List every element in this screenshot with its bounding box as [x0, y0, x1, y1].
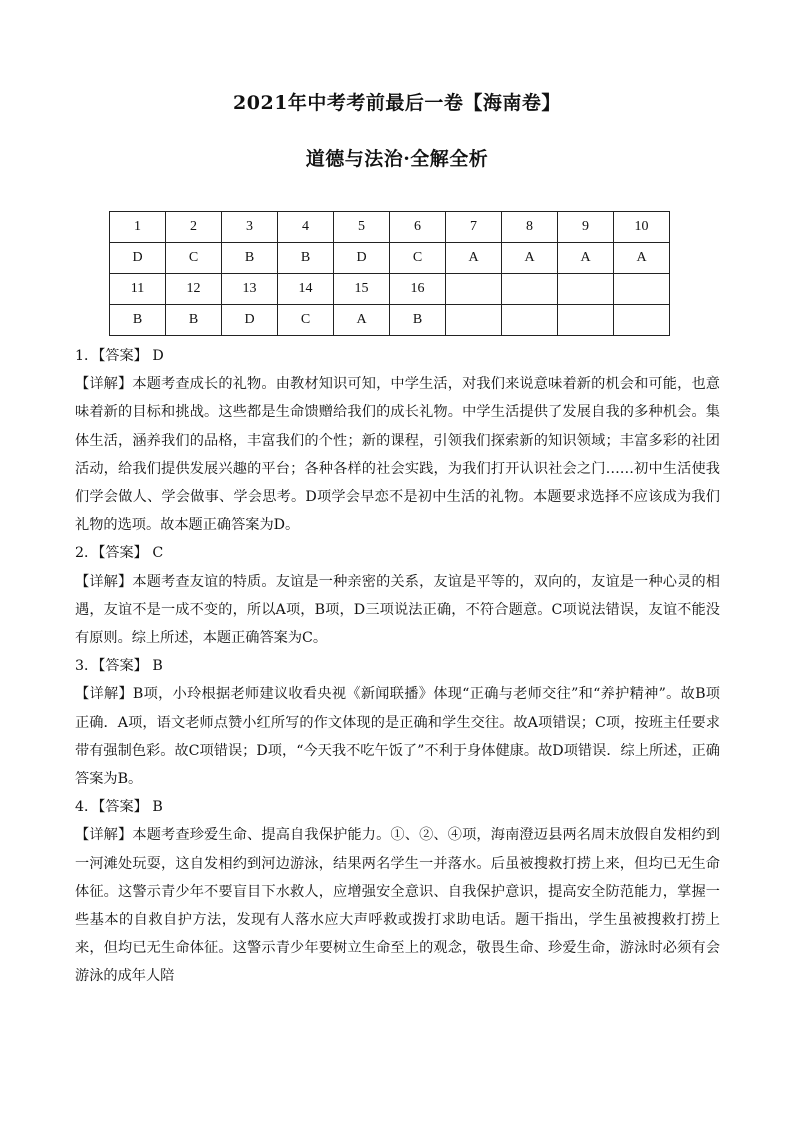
answer-table-cell: B	[166, 305, 222, 336]
answer-table-cell	[614, 305, 670, 336]
answer-table-cell: A	[614, 243, 670, 274]
answer-table-cell: C	[166, 243, 222, 274]
answer-table-cell	[614, 274, 670, 305]
answer-table-cell	[502, 274, 558, 305]
detail-text: 本题考查珍爱生命、提高自我保护能力。①、②、④项，海南澄迈县两名周末放假自发相约到一河滩处玩耍，这自发相约到河边游泳，结果两名学生一并落水。后虽被搜救打捞上来，但均已无生命体征。这警示青少年不要盲目下水救人，应增强安全意识、自我保护意识，提高安全防范能力，掌握一些基本的自救自护方法，发现有人落水应大声呼救或拨打求助电话。题干指出，学生虽被搜救打捞上来，但均已无生命体征。这警示青少年要树立生命至上的观念，敬畏生命、珍爱生命，游泳时必须有会游泳的成年人陪	[75, 827, 720, 985]
answer-line-3: 3．【答案】 B	[75, 658, 163, 675]
answer-table-row	[110, 212, 670, 243]
answer-table-cell: D	[222, 305, 278, 336]
answer-table-cell: B	[390, 305, 446, 336]
explanations	[75, 342, 720, 991]
answer-table-cell: B	[222, 243, 278, 274]
document-title: 2021年中考考前最后一卷【海南卷】	[233, 92, 561, 114]
answer-table-cell: D	[110, 243, 166, 274]
answer-line-4: 4．【答案】 B	[75, 799, 163, 816]
detail-paragraph-3	[75, 680, 720, 793]
answer-table-cell: C	[390, 243, 446, 274]
answer-table-cell: A	[558, 243, 614, 274]
answer-table-cell: C	[278, 305, 334, 336]
answer-table-cell: A	[446, 243, 502, 274]
detail-label: 【详解】	[75, 573, 133, 590]
answer-table-row	[110, 305, 670, 336]
answer-table-cell: 3	[222, 212, 278, 243]
answer-table-cell: 13	[222, 274, 278, 305]
answer-table-cell: B	[278, 243, 334, 274]
answer-table-cell: A	[334, 305, 390, 336]
answer-table-cell: 8	[502, 212, 558, 243]
answer-table-cell	[558, 305, 614, 336]
answer-line-1: 1．【答案】 D	[75, 348, 164, 364]
answer-line-2: 2．【答案】 C	[75, 545, 164, 562]
answer-table-cell: 5	[334, 212, 390, 243]
answer-table-cell	[446, 274, 502, 305]
answer-table-cell: 2	[166, 212, 222, 243]
answer-table-cell: 4	[278, 212, 334, 243]
answer-table-cell: 1	[110, 212, 166, 243]
answer-table	[109, 211, 670, 336]
detail-paragraph-1	[75, 370, 720, 539]
detail-label: 【详解】	[75, 686, 133, 703]
answer-table-row	[110, 274, 670, 305]
answer-table-cell	[502, 305, 558, 336]
answer-table-cell: 12	[166, 274, 222, 305]
answer-table-cell: 14	[278, 274, 334, 305]
answer-table-cell: A	[502, 243, 558, 274]
answer-table-cell	[558, 274, 614, 305]
answer-table-cell: B	[110, 305, 166, 336]
detail-text: 本题考查友谊的特质。友谊是一种亲密的关系，友谊是平等的，双向的，友谊是一种心灵的相遇，友谊不是一成不变的，所以A项，B项，D三项说法正确，不符合题意。C项说法错误，友谊不能没有原则。综上所述，本题正确答案为C。	[75, 573, 720, 647]
answer-table-cell: 6	[390, 212, 446, 243]
answer-table-cell: 16	[390, 274, 446, 305]
document-subtitle: 道德与法治·全解全析	[305, 148, 489, 170]
answer-table-cell: 15	[334, 274, 390, 305]
answer-table-cell: D	[334, 243, 390, 274]
answer-table-cell	[446, 305, 502, 336]
answer-table-row	[110, 243, 670, 274]
answer-table-cell: 10	[614, 212, 670, 243]
detail-label: 【详解】	[75, 827, 133, 844]
detail-text: B项，小玲根据老师建议收看央视《新闻联播》体现“正确与老师交往”和“养护精神”。故B项正确．A项，语文老师点赞小红所写的作文体现的是正确和学生交往。故A项错误；C项，按班主任要求带有强制色彩。故C项错误；D项，“今天我不吃午饭了”不利于身体健康。故D项错误．综上所述，正确答案为B。	[75, 686, 720, 788]
detail-paragraph-4	[75, 821, 720, 990]
detail-text: 本题考查成长的礼物。由教材知识可知，中学生活，对我们来说意味着新的机会和可能，也意味着新的目标和挑战。这些都是生命馈赠给我们的成长礼物。中学生活提供了发展自我的多种机会。集体生活，涵养我们的品格，丰富我们的个性；新的课程，引领我们探索新的知识领域；丰富多彩的社团活动，给我们提供发展兴趣的平台；各种各样的社会实践，为我们打开认识社会之门……初中生活使我们学会做人、学会做事、学会思考。D项学会早恋不是初中生活的礼物。本题要求选择不应该成为我们礼物的选项。故本题正确答案为D。	[75, 376, 720, 534]
answer-table-cell: 7	[446, 212, 502, 243]
answer-table-cell: 9	[558, 212, 614, 243]
answer-table-cell: 11	[110, 274, 166, 305]
detail-paragraph-2	[75, 568, 720, 653]
detail-label: 【详解】	[75, 376, 133, 393]
